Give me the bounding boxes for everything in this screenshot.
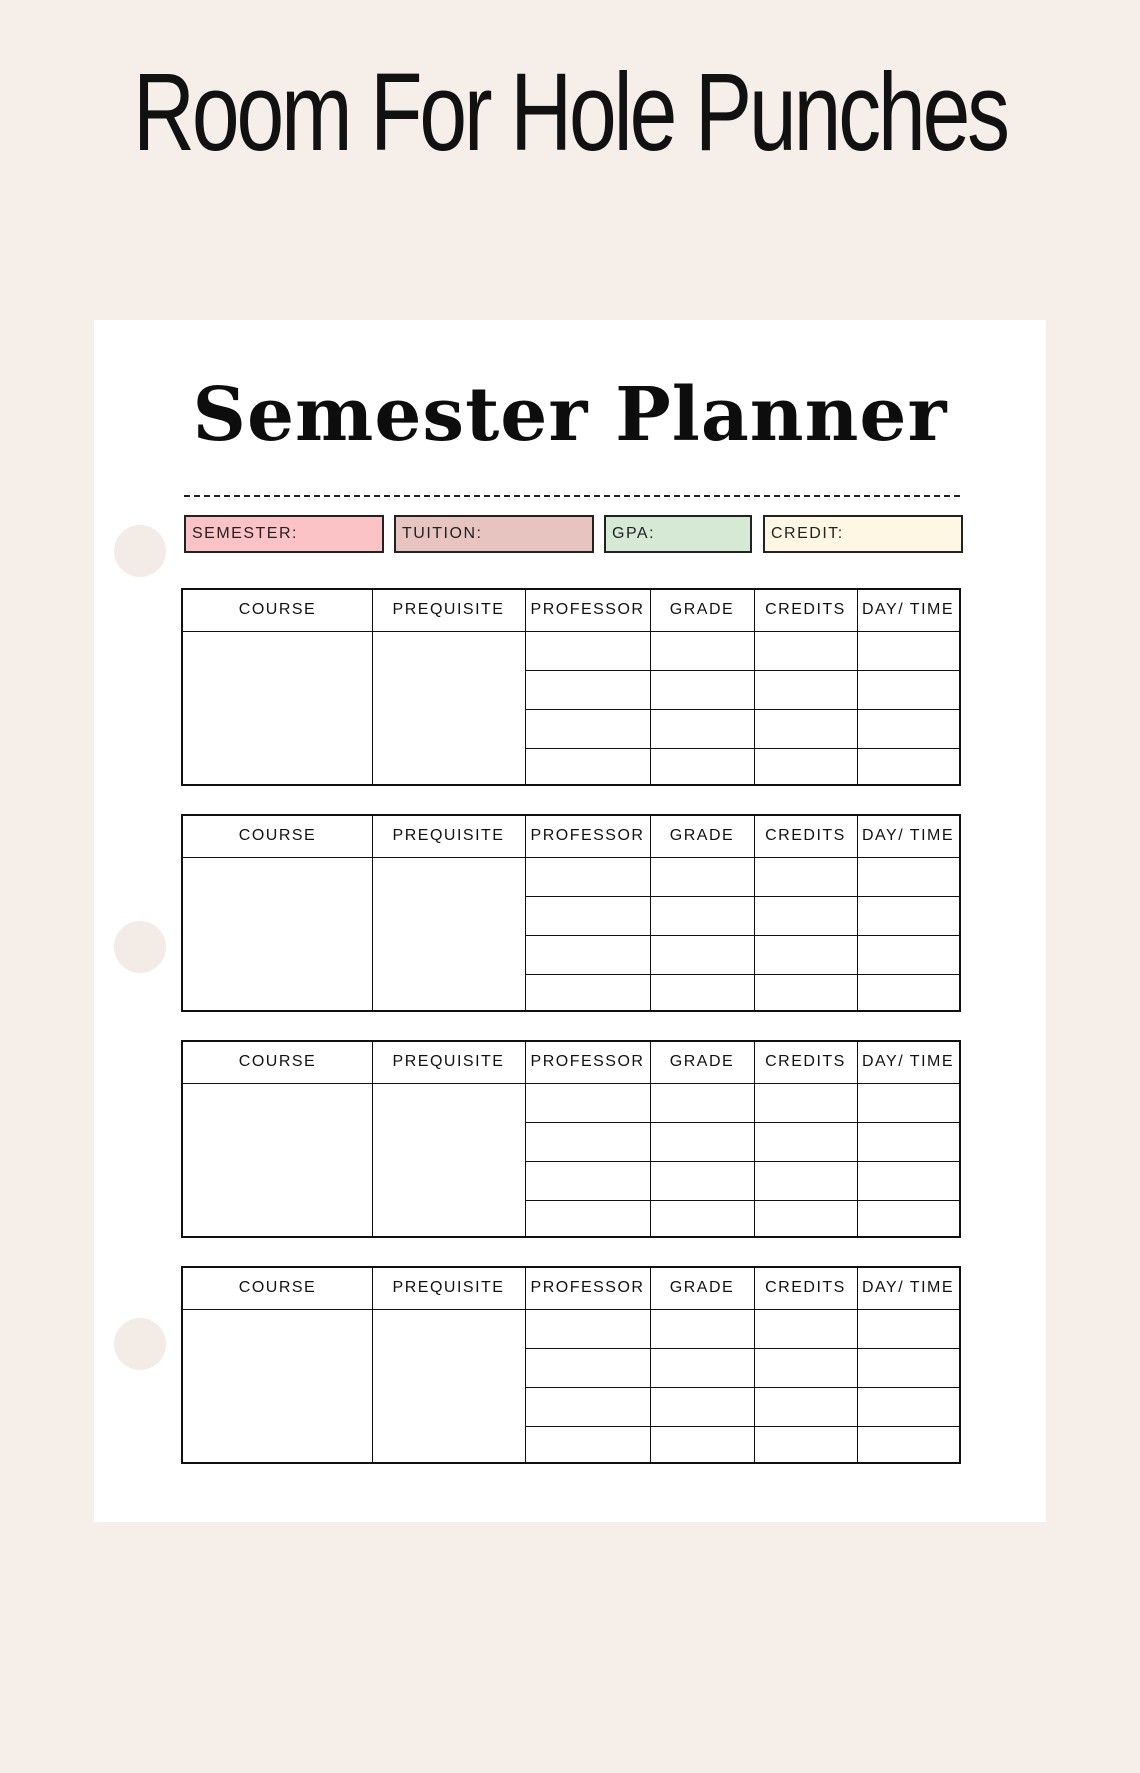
prerequisite-cell[interactable]	[374, 1085, 525, 1235]
header-prequisite: PREQUISITE	[392, 1279, 505, 1296]
header-credits: CREDITS	[765, 601, 846, 618]
course-table-2	[181, 814, 961, 1012]
column-divider	[857, 1268, 858, 1462]
hole-punch-middle	[114, 921, 166, 973]
course-cell[interactable]	[183, 1085, 372, 1235]
header-course: COURSE	[238, 827, 317, 844]
header-day-time: DAY/ TIME	[861, 827, 955, 844]
credit-field[interactable]: CREDIT:	[763, 515, 963, 553]
header-prequisite: PREQUISITE	[392, 1053, 505, 1070]
header-credits: CREDITS	[765, 1279, 846, 1296]
header-prequisite: PREQUISITE	[392, 601, 505, 618]
column-divider	[372, 1268, 373, 1462]
header-professor: PROFESSOR	[530, 1053, 645, 1070]
column-divider	[754, 816, 755, 1010]
header-day-time: DAY/ TIME	[861, 601, 955, 618]
header-divider	[183, 1083, 959, 1084]
hole-punch-top	[114, 525, 166, 577]
header-professor: PROFESSOR	[530, 827, 645, 844]
header-credits: CREDITS	[765, 1053, 846, 1070]
tuition-field[interactable]: TUITION:	[394, 515, 594, 553]
column-divider	[525, 1268, 526, 1462]
course-cell[interactable]	[183, 1311, 372, 1461]
header-course: COURSE	[238, 601, 317, 618]
column-divider	[525, 1042, 526, 1236]
gpa-field[interactable]: GPA:	[604, 515, 752, 553]
row-divider	[525, 896, 959, 897]
column-divider	[650, 1268, 651, 1462]
course-table-4	[181, 1266, 961, 1464]
column-divider	[857, 816, 858, 1010]
banner-title: Room For Hole Punches	[133, 51, 1007, 174]
header-course: COURSE	[238, 1279, 317, 1296]
header-divider	[183, 857, 959, 858]
dashed-divider	[184, 495, 960, 497]
column-divider	[857, 1042, 858, 1236]
header-grade: GRADE	[669, 601, 735, 618]
column-divider	[754, 1268, 755, 1462]
row-divider	[525, 1122, 959, 1123]
row-divider	[525, 709, 959, 710]
column-divider	[650, 590, 651, 784]
header-divider	[183, 1309, 959, 1310]
header-credits: CREDITS	[765, 827, 846, 844]
course-cell[interactable]	[183, 859, 372, 1009]
column-divider	[650, 816, 651, 1010]
row-divider	[525, 1426, 959, 1427]
hole-punch-bottom	[114, 1318, 166, 1370]
column-divider	[650, 1042, 651, 1236]
column-divider	[857, 590, 858, 784]
semester-field[interactable]: SEMESTER:	[184, 515, 384, 553]
column-divider	[525, 590, 526, 784]
column-divider	[525, 816, 526, 1010]
column-divider	[754, 1042, 755, 1236]
course-table-3	[181, 1040, 961, 1238]
planner-page	[94, 320, 1046, 1522]
column-divider	[754, 590, 755, 784]
header-grade: GRADE	[669, 1053, 735, 1070]
header-day-time: DAY/ TIME	[861, 1053, 955, 1070]
header-grade: GRADE	[669, 827, 735, 844]
row-divider	[525, 1161, 959, 1162]
row-divider	[525, 974, 959, 975]
column-divider	[372, 1042, 373, 1236]
course-cell[interactable]	[183, 633, 372, 783]
row-divider	[525, 1348, 959, 1349]
row-divider	[525, 935, 959, 936]
row-divider	[525, 748, 959, 749]
header-professor: PROFESSOR	[530, 601, 645, 618]
column-divider	[372, 816, 373, 1010]
column-divider	[372, 590, 373, 784]
header-grade: GRADE	[669, 1279, 735, 1296]
header-professor: PROFESSOR	[530, 1279, 645, 1296]
prerequisite-cell[interactable]	[374, 633, 525, 783]
row-divider	[525, 1387, 959, 1388]
header-course: COURSE	[238, 1053, 317, 1070]
prerequisite-cell[interactable]	[374, 859, 525, 1009]
header-divider	[183, 631, 959, 632]
row-divider	[525, 670, 959, 671]
header-day-time: DAY/ TIME	[861, 1279, 955, 1296]
row-divider	[525, 1200, 959, 1201]
planner-title: Semester Planner	[192, 372, 948, 458]
header-prequisite: PREQUISITE	[392, 827, 505, 844]
prerequisite-cell[interactable]	[374, 1311, 525, 1461]
course-table-1	[181, 588, 961, 786]
